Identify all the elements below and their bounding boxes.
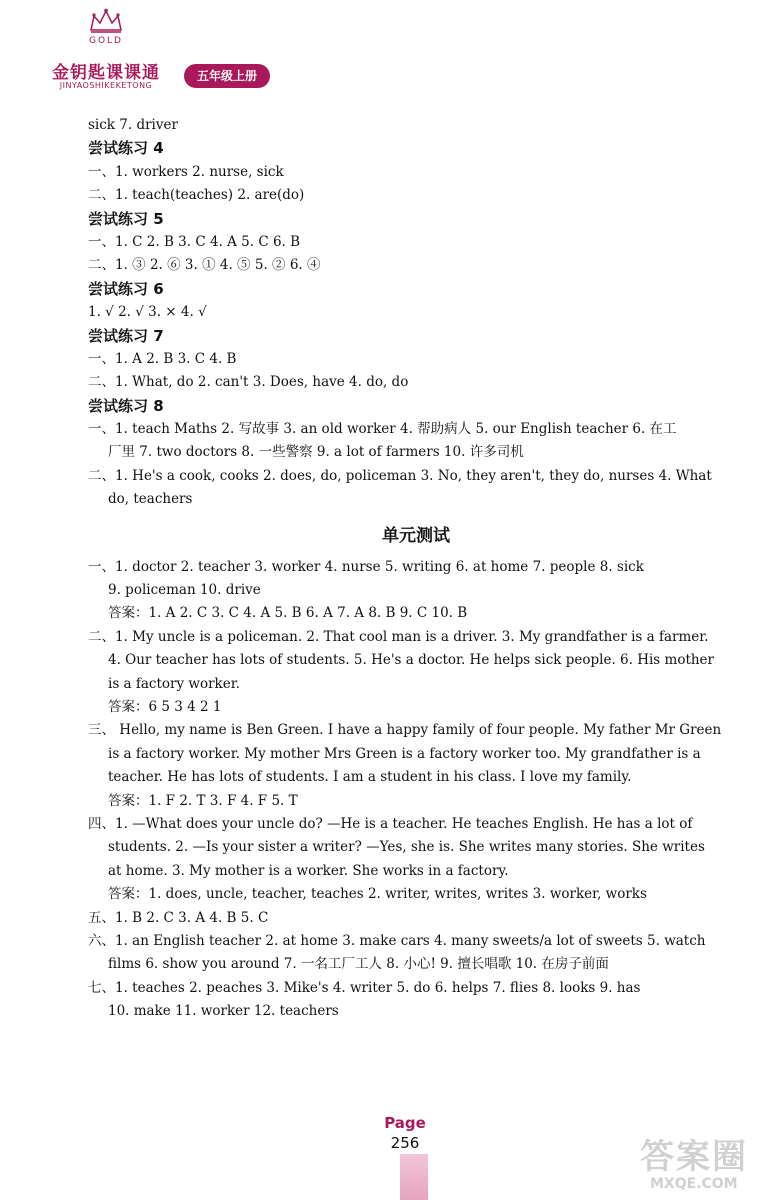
answer-line: do, teachers xyxy=(108,491,193,508)
logo-subtitle: JINYAOSHIKEKETONG xyxy=(59,81,153,90)
unit-title: 单元测试 xyxy=(382,525,450,546)
answer-line: 厂里 7. two doctors 8. 一些警察 9. a lot of farmers 10. 许多司机 xyxy=(108,444,524,461)
answer-line: 1. √ 2. √ 3. × 4. √ xyxy=(88,304,207,321)
answer-line: 答案：1. does, uncle, teacher, teaches 2. writer, writes, writes 3. worker, works xyxy=(108,886,647,903)
answer-line: 五、1. B 2. C 3. A 4. B 5. C xyxy=(88,909,269,926)
answer-line: students. 2. —Is your sister a writer? —Yes, she is. She writes many stories. She writes xyxy=(108,839,705,856)
answer-line: 七、1. teaches 2. peaches 3. Mike's 4. writer 5. do 6. helps 7. flies 8. looks 9. has xyxy=(88,979,641,996)
answer-line: is a factory worker. My mother Mrs Green is a factory worker too. My grandfather is a xyxy=(108,745,701,762)
section-title: 尝试练习 8 xyxy=(88,396,164,415)
answer-line: is a factory worker. xyxy=(108,675,240,692)
logo-title: 金钥匙课课通 xyxy=(52,63,160,83)
watermark-cn: 答案圈 xyxy=(640,1137,748,1177)
section-title: 尝试练习 5 xyxy=(88,209,164,228)
page-label: Page xyxy=(384,1114,426,1132)
page-tab-decoration xyxy=(400,1154,428,1200)
answer-line: 一、1. doctor 2. teacher 3. worker 4. nurse 5. writing 6. at home 7. people 8. sick xyxy=(88,558,644,575)
watermark xyxy=(640,1138,770,1198)
logo xyxy=(36,8,176,108)
answer-line: 答案：1. A 2. C 3. C 4. A 5. B 6. A 7. A 8. B 9. C 10. B xyxy=(108,605,468,622)
answer-line: 9. policeman 10. drive xyxy=(108,582,261,599)
answer-line: 10. make 11. worker 12. teachers xyxy=(108,1003,339,1020)
answer-line: 答案：6 5 3 4 2 1 xyxy=(108,698,222,715)
section-title: 尝试练习 6 xyxy=(88,279,164,298)
answer-content xyxy=(88,114,744,1023)
answer-line: 一、1. workers 2. nurse, sick xyxy=(88,163,284,180)
answer-line: films 6. show you around 7. 一名工厂工人 8. 小心! 9. 擅长唱歌 10. 在房子前面 xyxy=(108,956,609,973)
answer-line: 4. Our teacher has lots of students. 5. He's a doctor. He helps sick people. 6. His mother xyxy=(108,652,715,669)
grade-badge: 五年级上册 xyxy=(184,64,270,88)
answer-line: 一、1. C 2. B 3. C 4. A 5. C 6. B xyxy=(88,233,301,250)
answer-line: 一、1. A 2. B 3. C 4. B xyxy=(88,350,237,367)
watermark-en: MXQE.COM xyxy=(650,1176,738,1192)
answer-line: 六、1. an English teacher 2. at home 3. make cars 4. many sweets/a lot of sweets 5. watch xyxy=(88,932,706,949)
answer-line: teacher. He has lots of students. I am a student in his class. I love my family. xyxy=(108,769,632,786)
section-title: 尝试练习 4 xyxy=(88,139,164,158)
page-number: 256 xyxy=(390,1134,420,1152)
answer-line: 二、1. What, do 2. can't 3. Does, have 4. do, do xyxy=(88,374,409,391)
answer-line: 四、1. —What does your uncle do? —He is a teacher. He teaches English. He has a lot of xyxy=(88,815,693,832)
crown-icon xyxy=(88,8,124,34)
answer-line: 二、1. teach(teaches) 2. are(do) xyxy=(88,187,305,204)
answer-line: at home. 3. My mother is a worker. She works in a factory. xyxy=(108,862,509,879)
answer-line: 一、1. teach Maths 2. 写故事 3. an old worker 4. 帮助病人 5. our English teacher 6. 在工 xyxy=(88,421,677,438)
section-title: 尝试练习 7 xyxy=(88,326,164,345)
logo-gold-text: GOLD xyxy=(88,36,123,46)
answer-line: 答案：1. F 2. T 3. F 4. F 5. T xyxy=(108,792,298,809)
answer-line: 二、1. He's a cook, cooks 2. does, do, policeman 3. No, they aren't, they do, nurses 4. What xyxy=(88,467,712,484)
answer-line: 二、1. ③ 2. ⑥ 3. ① 4. ⑤ 5. ② 6. ④ xyxy=(88,257,321,274)
answer-line: sick 7. driver xyxy=(88,117,178,133)
answer-line: 二、1. My uncle is a policeman. 2. That cool man is a driver. 3. My grandfather is a farmer. xyxy=(88,628,709,645)
answer-line: 三、 Hello, my name is Ben Green. I have a happy family of four people. My father Mr Green xyxy=(88,722,722,739)
